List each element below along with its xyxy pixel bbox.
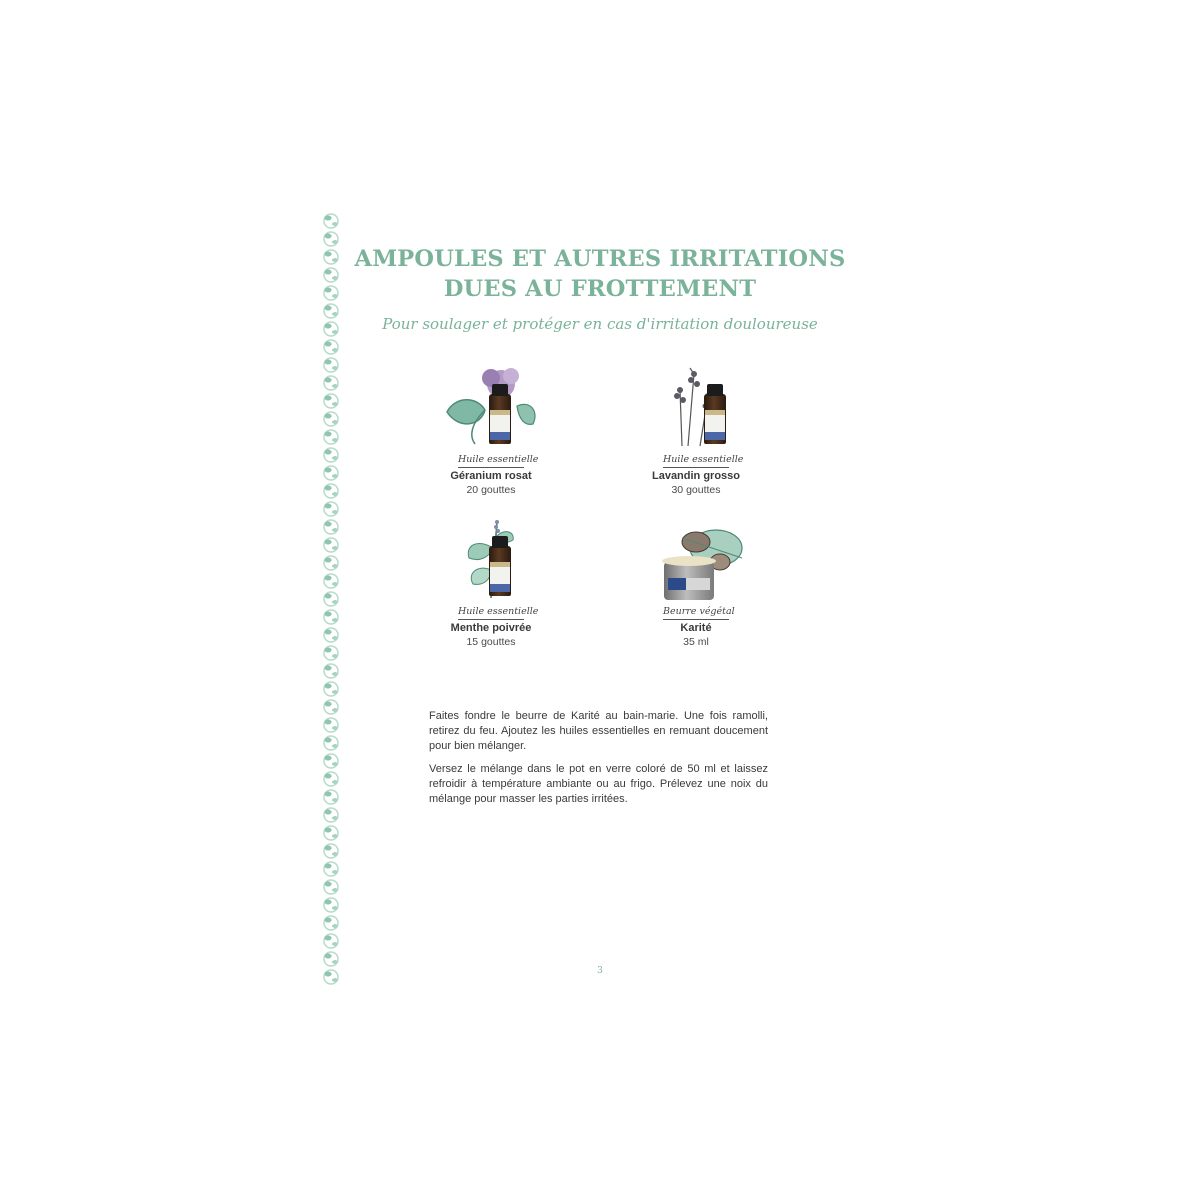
page-title: AMPOULES ET AUTRES IRRITATIONS DUES AU FROTTEMENT <box>354 246 846 302</box>
geranium-bottle-icon <box>441 366 541 452</box>
ingredient-kind: Huile essentielle <box>663 454 729 468</box>
ingredient-kind: Beurre végétal <box>663 606 729 620</box>
mint-bottle-icon <box>441 518 541 604</box>
ingredient-kind: Huile essentielle <box>458 454 524 468</box>
page-number: 3 <box>597 966 603 976</box>
ingredient-quantity: 15 gouttes <box>466 636 516 648</box>
page-subtitle: Pour soulager et protéger en cas d'irritation douloureuse <box>382 315 818 333</box>
ingredient-name: Menthe poivrée <box>450 622 532 634</box>
ingredient-quantity: 35 ml <box>683 636 709 648</box>
ingredient-name: Géranium rosat <box>450 470 532 482</box>
ingredient-name: Lavandin grosso <box>651 470 741 482</box>
instruction-paragraph: Versez le mélange dans le pot en verre coloré de 50 ml et laissez refroidir à température ambiante ou au frigo. Prélevez une noix du mélange pour masser les parties irritées. <box>429 763 768 805</box>
ingredient-menthe <box>411 518 571 648</box>
decorative-leaf-border <box>321 212 342 986</box>
ingredient-lavandin <box>616 366 776 496</box>
ingredient-geranium <box>411 366 571 496</box>
ingredient-karite <box>616 518 776 648</box>
ingredient-quantity: 30 gouttes <box>671 484 721 496</box>
ingredient-name: Karité <box>680 622 712 634</box>
shea-butter-jar-icon <box>646 518 746 604</box>
lavender-bottle-icon <box>646 366 746 452</box>
instruction-paragraph: Faites fondre le beurre de Karité au bain-marie. Une fois ramolli, retirez du feu. Ajoutez les huiles essentielles en remuant doucement pour bien mélanger. <box>429 710 768 752</box>
ingredient-kind: Huile essentielle <box>458 606 524 620</box>
ingredient-quantity: 20 gouttes <box>466 484 516 496</box>
